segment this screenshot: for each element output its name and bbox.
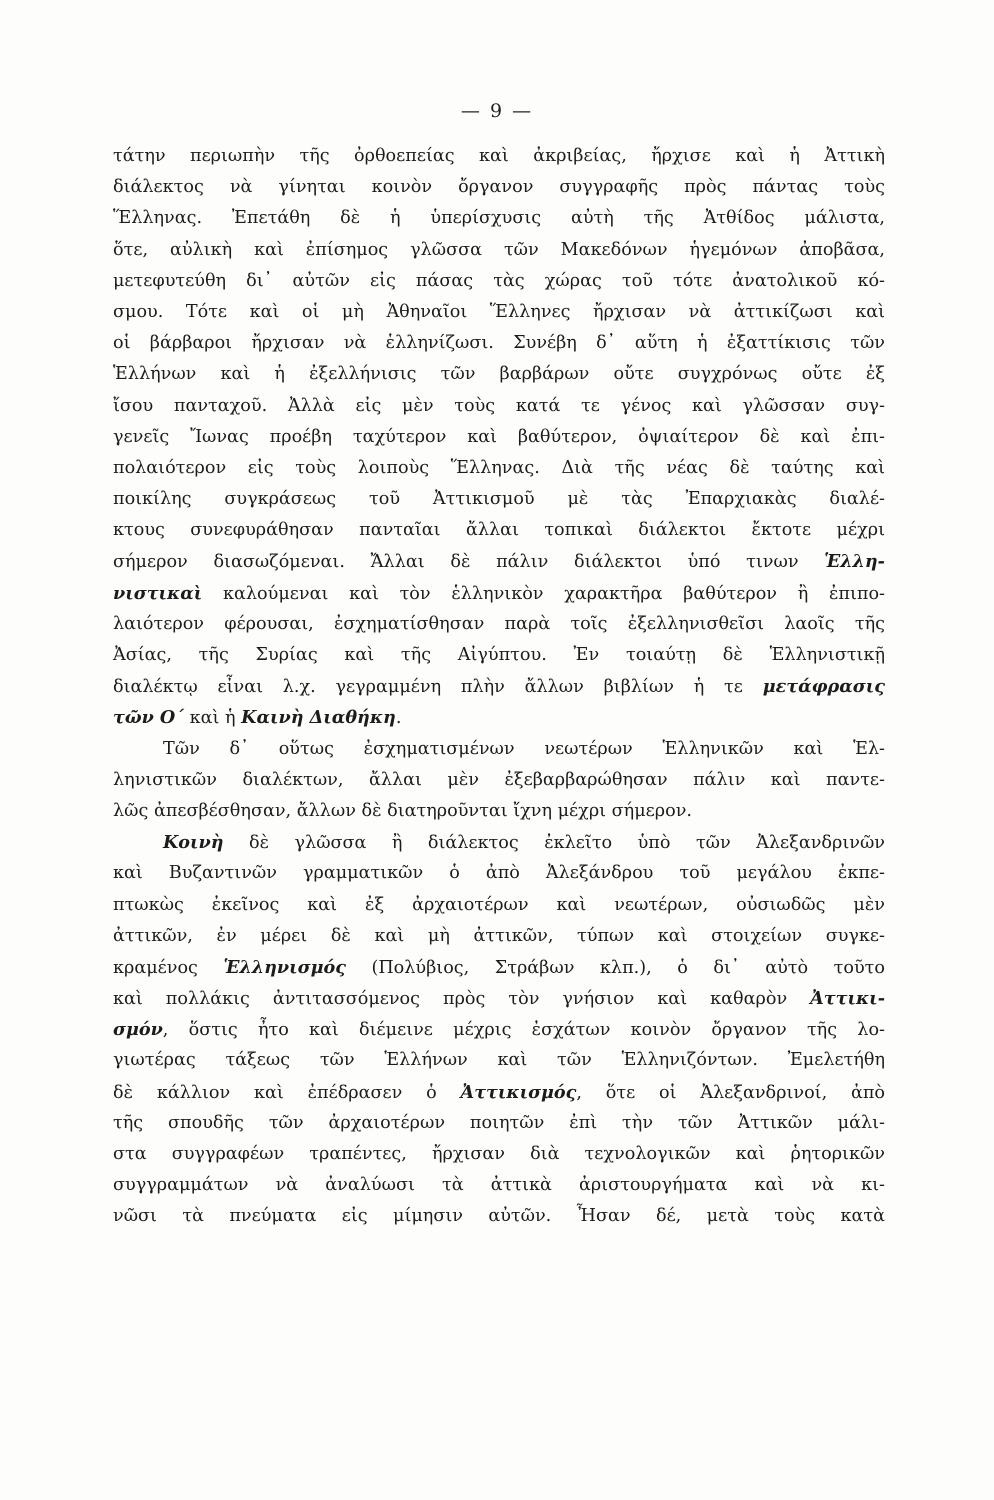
text-segment: διαλέκτῳ εἶναι λ.χ. γεγραμμένη πλὴν ἄλλων βιβλίων ἡ τε bbox=[113, 677, 763, 698]
text-line bbox=[113, 734, 885, 765]
text-line bbox=[113, 671, 885, 702]
text-line bbox=[113, 453, 885, 484]
text-line bbox=[113, 515, 885, 546]
text-segment: γιωτέρας τάξεως τῶν Ἑλλήνων καὶ τῶν Ἑλληνιζόντων. Ἐμελετήθη bbox=[113, 1050, 885, 1071]
text-segment: πτωκὼς ἐκεῖνος καὶ ἐξ ἀρχαιοτέρων καὶ νεωτέρων, οὐσιωδῶς μὲν bbox=[113, 894, 885, 915]
body-text bbox=[113, 141, 885, 1233]
text-line bbox=[113, 328, 885, 359]
emphasized-term: Κοινὴ bbox=[163, 832, 224, 854]
text-segment: ἀττικῶν, ἐν μέρει δὲ καὶ μὴ ἀττικῶν, τύπων καὶ στοιχείων συγκε- bbox=[113, 925, 885, 946]
text-segment: στα συγγραφέων τραπέντες, ἤρχισαν διὰ τεχνολογικῶν καὶ ῥητορικῶν bbox=[113, 1144, 885, 1164]
text-line bbox=[113, 546, 885, 577]
emphasized-term: Ἀττικισμός bbox=[460, 1081, 577, 1103]
text-segment: λῶς ἀπεσβέσθησαν, ἄλλων δὲ διατηροῦνται ἴχνη μέχρι σήμερον. bbox=[113, 800, 692, 821]
text-line bbox=[113, 422, 885, 453]
emphasized-term: μετάφρασις bbox=[762, 676, 885, 698]
text-line bbox=[113, 1108, 885, 1139]
text-segment: ποικίλης συγκράσεως τοῦ Ἀττικισμοῦ μὲ τὰς Ἐπαρχιακὰς διαλέ- bbox=[113, 489, 885, 510]
text-segment: μετεφυτεύθη δι᾽ αὐτῶν εἰς πάσας τὰς χώρας τοῦ τότε ἀνατολικοῦ κό- bbox=[113, 270, 885, 291]
text-segment: δὲ κάλλιον καὶ ἐπέδρασεν ὁ bbox=[113, 1082, 461, 1103]
text-segment: καὶ πολλάκις ἀντιτασσόμενος πρὸς τὸν γνήσιον καὶ καθαρὸν bbox=[113, 989, 811, 1010]
text-segment: κραμένος bbox=[113, 957, 224, 978]
text-segment: νῶσι τὰ πνεύματα εἰς μίμησιν αὐτῶν. Ἦσαν δέ, μετὰ τοὺς κατὰ bbox=[113, 1206, 885, 1227]
text-segment: γενεῖς Ἴωνας προέβη ταχύτερον καὶ βαθύτερον, ὀψιαίτερον δὲ καὶ ἐπι- bbox=[113, 426, 885, 447]
text-segment: , ὅστις ἦτο καὶ διέμεινε μέχρις ἐσχάτων κοινὸν ὄργανον τῆς λο- bbox=[162, 1020, 885, 1041]
text-line bbox=[113, 297, 885, 328]
emphasized-term: Ἑλληνισμός bbox=[223, 956, 346, 978]
text-segment: . bbox=[395, 708, 402, 729]
text-line bbox=[113, 141, 885, 172]
text-line bbox=[113, 858, 885, 889]
text-segment: δὲ γλῶσσα ἢ διάλεκτος ἐκλεῖτο ὑπὸ τῶν Ἀλεξανδρινῶν bbox=[223, 833, 885, 854]
text-segment: ὅτε, αὐλικὴ καὶ ἐπίσημος γλῶσσα τῶν Μακεδόνων ἡγεμόνων ἀποβᾶσα, bbox=[113, 239, 885, 260]
text-line bbox=[113, 203, 885, 234]
text-line bbox=[113, 609, 885, 640]
text-line bbox=[113, 235, 885, 266]
text-segment: Ἀσίας, τῆς Συρίας καὶ τῆς Αἰγύπτου. Ἐν τοιαύτῃ δὲ Ἑλληνιστικῇ bbox=[113, 645, 885, 665]
emphasized-term: τῶν Ο´ bbox=[113, 707, 185, 729]
text-line bbox=[113, 359, 885, 390]
emphasized-term: Ἀττικι- bbox=[810, 988, 885, 1010]
text-segment: σμου. Τότε καὶ οἱ μὴ Ἀθηναῖοι Ἕλληνες ἤρχισαν νὰ ἀττικίζωσι καὶ bbox=[113, 301, 885, 322]
text-line bbox=[113, 266, 885, 297]
emphasized-term: νιστικαὶ bbox=[113, 582, 203, 604]
text-line bbox=[113, 796, 885, 827]
text-segment: ἴσου πανταχοῦ. Ἀλλὰ εἰς μὲν τοὺς κατά τε γένος καὶ γλῶσσαν συγ- bbox=[113, 395, 885, 416]
emphasized-term: Ἑλλη- bbox=[824, 551, 885, 573]
text-segment: Ἑλλήνων καὶ ἡ ἐξελλήνισις τῶν βαρβάρων οὔτε συγχρόνως οὔτε ἐξ bbox=[113, 364, 885, 385]
text-line bbox=[113, 640, 885, 671]
text-segment: (Πολύβιος, Στράβων κλπ.), ὁ δι᾽ αὐτὸ τοῦτο bbox=[345, 957, 885, 978]
text-line bbox=[113, 702, 885, 733]
text-segment: συγγραμμάτων νὰ ἀναλύωσι τὰ ἀττικὰ ἀριστουργήματα καὶ νὰ κι- bbox=[113, 1175, 885, 1196]
text-segment: πολαιότερον εἰς τοὺς λοιποὺς Ἕλληνας. Διὰ τῆς νέας δὲ ταύτης καὶ bbox=[113, 457, 885, 478]
text-segment: Ἕλληνας. Ἐπετάθη δὲ ἡ ὑπερίσχυσις αὐτὴ τῆς Ἀτθίδος μάλιστα, bbox=[113, 208, 885, 229]
text-line bbox=[113, 765, 885, 796]
text-line bbox=[113, 1170, 885, 1201]
text-line bbox=[113, 484, 885, 515]
text-segment: λαιότερον φέρουσαι, ἐσχηματίσθησαν παρὰ τοῖς ἐξελληνισθεῖσι λαοῖς τῆς bbox=[113, 613, 885, 634]
text-segment: διάλεκτος νὰ γίνηται κοινὸν ὄργανον συγγραφῆς πρὸς πάντας τοὺς bbox=[113, 177, 885, 198]
text-segment: ληνιστικῶν διαλέκτων, ἄλλαι μὲν ἐξεβαρβαρώθησαν πάλιν καὶ παντε- bbox=[113, 769, 885, 790]
text-segment: σήμερον διασωζόμεναι. Ἄλλαι δὲ πάλιν διάλεκτοι ὑπό τινων bbox=[113, 552, 825, 573]
emphasized-term: Καινὴ Διαθήκη bbox=[241, 707, 396, 729]
text-segment: , ὅτε οἱ Ἀλεξανδρινοί, ἀπὸ bbox=[576, 1082, 886, 1103]
text-segment: κτους συνεφυράθησαν πανταῖαι ἄλλαι τοπικαὶ διάλεκτοι ἔκτοτε μέχρι bbox=[113, 520, 885, 541]
text-line bbox=[113, 1139, 885, 1170]
text-segment: οἱ βάρβαροι ἤρχισαν νὰ ἑλληνίζωσι. Συνέβη δ᾽ αὕτη ἡ ἐξαττίκισις τῶν bbox=[113, 333, 885, 354]
text-segment: καὶ ἡ bbox=[184, 708, 242, 729]
text-segment: τῆς σπουδῆς τῶν ἀρχαιοτέρων ποιητῶν ἐπὶ τὴν τῶν Ἀττικῶν μάλι- bbox=[113, 1112, 885, 1133]
text-line bbox=[113, 1014, 885, 1045]
text-line bbox=[113, 578, 885, 609]
text-segment: καλούμεναι καὶ τὸν ἑλληνικὸν χαρακτῆρα βαθύτερον ἢ ἐπιπο- bbox=[202, 583, 885, 604]
text-line bbox=[113, 1201, 885, 1232]
emphasized-term: σμόν bbox=[113, 1019, 163, 1041]
text-line bbox=[113, 1045, 885, 1076]
text-line bbox=[113, 921, 885, 952]
text-line bbox=[113, 827, 885, 858]
text-line bbox=[113, 952, 885, 983]
text-line bbox=[113, 890, 885, 921]
text-line bbox=[113, 391, 885, 422]
text-line bbox=[113, 983, 885, 1014]
text-segment: Τῶν δ᾽ οὕτως ἐσχηματισμένων νεωτέρων Ἑλληνικῶν καὶ Ἑλ- bbox=[163, 738, 885, 759]
page-number: — 9 — bbox=[460, 100, 534, 122]
text-line bbox=[113, 172, 885, 203]
text-segment: καὶ Βυζαντινῶν γραμματικῶν ὁ ἀπὸ Ἀλεξάνδρου τοῦ μεγάλου ἐκπε- bbox=[113, 863, 885, 884]
text-line bbox=[113, 1077, 885, 1108]
text-segment: τάτην περιωπὴν τῆς ὀρθοεπείας καὶ ἀκριβείας, ἤρχισε καὶ ἡ Ἀττικὴ bbox=[113, 146, 885, 166]
